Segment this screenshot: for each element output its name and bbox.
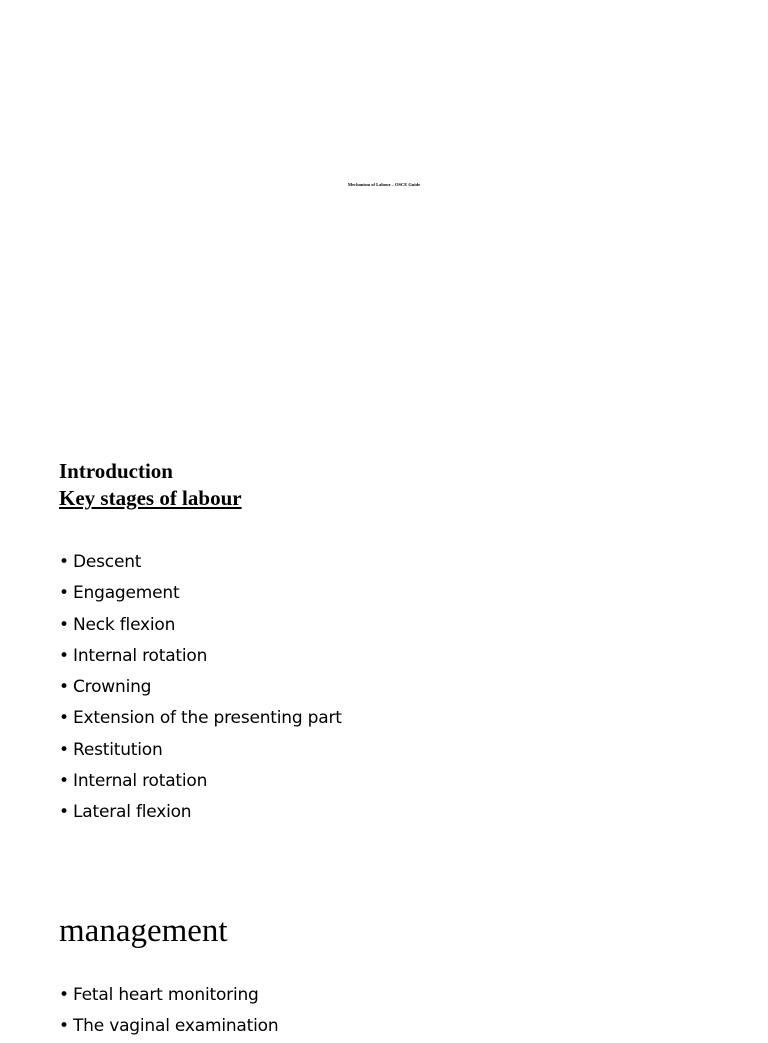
management-heading: management (59, 913, 228, 949)
introduction-section (59, 458, 242, 512)
list-item-text: Internal rotation (73, 645, 208, 666)
key-stages-subheading: Key stages of labour (59, 486, 242, 510)
bullet-icon: • (59, 802, 69, 823)
bullet-icon: • (59, 614, 69, 635)
list-item-text: Engagement (73, 583, 180, 604)
stages-list (59, 547, 739, 829)
bullet-icon: • (59, 985, 69, 1005)
list-item (59, 641, 739, 672)
introduction-heading: Introduction (59, 459, 173, 483)
list-item (59, 610, 739, 641)
bullet-icon: • (59, 708, 69, 729)
list-item (59, 1011, 739, 1042)
list-item (59, 766, 739, 797)
list-item-text: Restitution (73, 739, 163, 760)
list-item-text: Descent (73, 552, 142, 572)
list-item (59, 735, 739, 766)
bullet-icon: • (59, 677, 69, 698)
list-item-text: Neck flexion (73, 614, 176, 635)
list-item-text: Crowning (73, 677, 152, 698)
list-item-text: Lateral flexion (73, 802, 192, 823)
list-item-text: Fetal heart monitoring (73, 985, 259, 1005)
bullet-icon: • (59, 1016, 69, 1037)
bullet-icon: • (59, 583, 69, 604)
bullet-icon: • (59, 552, 69, 572)
list-item-text: Internal rotation (73, 771, 208, 792)
list-item-text: The vaginal examination (73, 1016, 279, 1037)
list-item (59, 578, 739, 609)
list-item (59, 547, 739, 578)
management-list (59, 980, 739, 1043)
list-item (59, 980, 739, 1011)
bullet-icon: • (59, 771, 69, 792)
bullet-icon: • (59, 739, 69, 760)
list-item (59, 703, 739, 734)
list-item (59, 672, 739, 703)
running-header: Mechanism of Labour – OSCE Guide (347, 182, 421, 187)
list-item-text: Extension of the presenting part (73, 708, 342, 729)
bullet-icon: • (59, 645, 69, 666)
list-item (59, 797, 739, 828)
